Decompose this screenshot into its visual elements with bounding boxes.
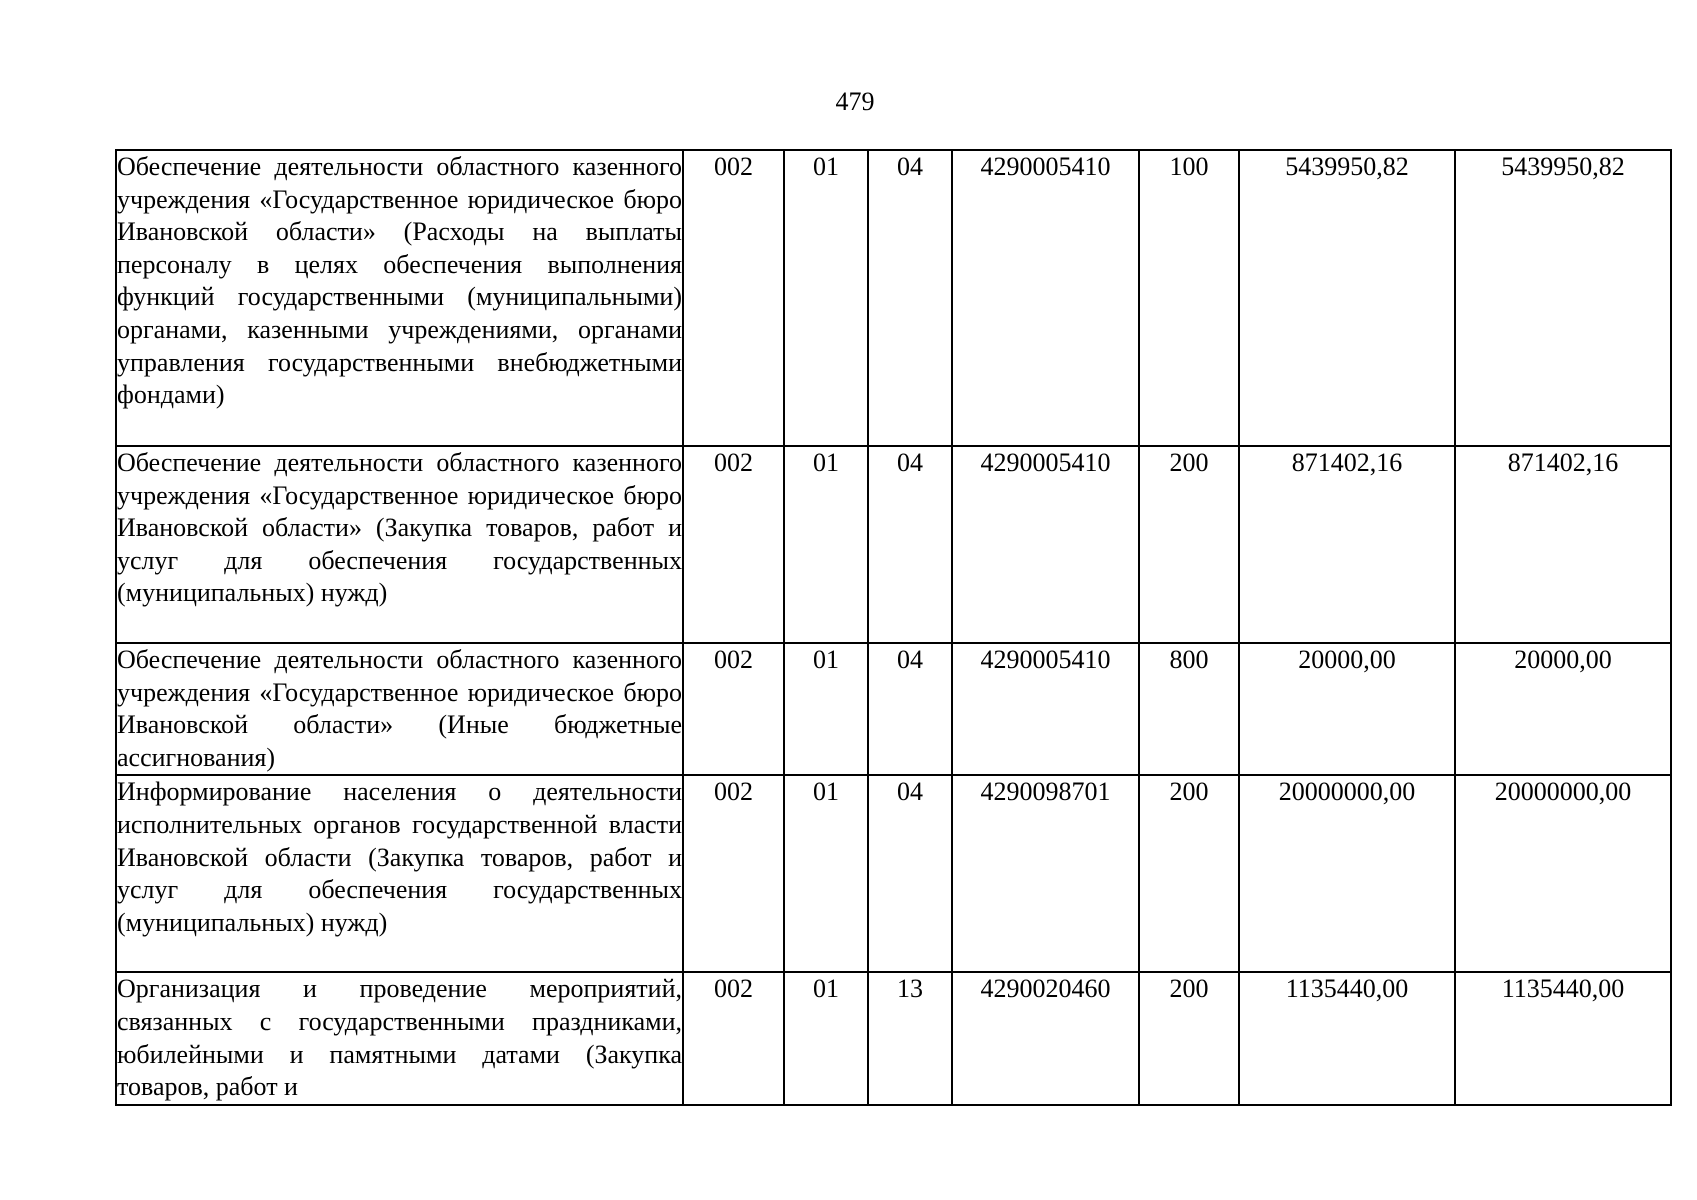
subsection-code: 04 — [868, 446, 952, 643]
amount-cell: 5439950,82 — [1455, 150, 1671, 446]
expense-type-code: 200 — [1139, 972, 1239, 1104]
table-row — [116, 150, 1671, 446]
target-article-code: 4290005410 — [952, 150, 1139, 446]
row-description: Организация и проведение мероприятий, связанных с государственными праздниками, юбилейными и памятными датами (Закупка товаров, работ и — [116, 972, 683, 1104]
subsection-code: 04 — [868, 643, 952, 775]
amount-cell: 1135440,00 — [1239, 972, 1455, 1104]
target-article-code: 4290005410 — [952, 643, 1139, 775]
row-description: Обеспечение деятельности областного казенного учреждения «Государственное юридическое бюро Ивановской области» (Закупка товаров, работ и услуг для обеспечения государственных (муниципальных) нужд) — [116, 446, 683, 643]
ministry-code: 002 — [683, 972, 784, 1104]
target-article-code: 4290005410 — [952, 446, 1139, 643]
budget-table — [115, 149, 1672, 1106]
section-code: 01 — [784, 775, 868, 972]
amount-cell: 20000,00 — [1455, 643, 1671, 775]
ministry-code: 002 — [683, 446, 784, 643]
ministry-code: 002 — [683, 775, 784, 972]
table-row — [116, 446, 1671, 643]
amount-cell: 871402,16 — [1455, 446, 1671, 643]
row-description: Информирование населения о деятельности исполнительных органов государственной власти Ивановской области (Закупка товаров, работ и услуг для обеспечения государственных (муниципальных) нужд) — [116, 775, 683, 972]
target-article-code: 4290098701 — [952, 775, 1139, 972]
section-code: 01 — [784, 446, 868, 643]
amount-cell: 871402,16 — [1239, 446, 1455, 643]
expense-type-code: 200 — [1139, 775, 1239, 972]
amount-cell: 5439950,82 — [1239, 150, 1455, 446]
target-article-code: 4290020460 — [952, 972, 1139, 1104]
ministry-code: 002 — [683, 150, 784, 446]
row-description: Обеспечение деятельности областного казенного учреждения «Государственное юридическое бюро Ивановской области» (Расходы на выплаты персоналу в целях обеспечения выполнения функций государственными (муниципальными) органами, казенными учреждениями, органами управления государственными внебюджетными фондами) — [116, 150, 683, 446]
section-code: 01 — [784, 643, 868, 775]
amount-cell: 20000000,00 — [1239, 775, 1455, 972]
ministry-code: 002 — [683, 643, 784, 775]
table-row — [116, 775, 1671, 972]
subsection-code: 04 — [868, 150, 952, 446]
expense-type-code: 200 — [1139, 446, 1239, 643]
amount-cell: 20000000,00 — [1455, 775, 1671, 972]
subsection-code: 04 — [868, 775, 952, 972]
expense-type-code: 800 — [1139, 643, 1239, 775]
expense-type-code: 100 — [1139, 150, 1239, 446]
table-row — [116, 643, 1671, 775]
row-description: Обеспечение деятельности областного казенного учреждения «Государственное юридическое бюро Ивановской области» (Иные бюджетные ассигнования) — [116, 643, 683, 775]
subsection-code: 13 — [868, 972, 952, 1104]
section-code: 01 — [784, 150, 868, 446]
amount-cell: 1135440,00 — [1455, 972, 1671, 1104]
table-row — [116, 972, 1671, 1104]
page-number: 479 — [835, 87, 875, 116]
section-code: 01 — [784, 972, 868, 1104]
amount-cell: 20000,00 — [1239, 643, 1455, 775]
